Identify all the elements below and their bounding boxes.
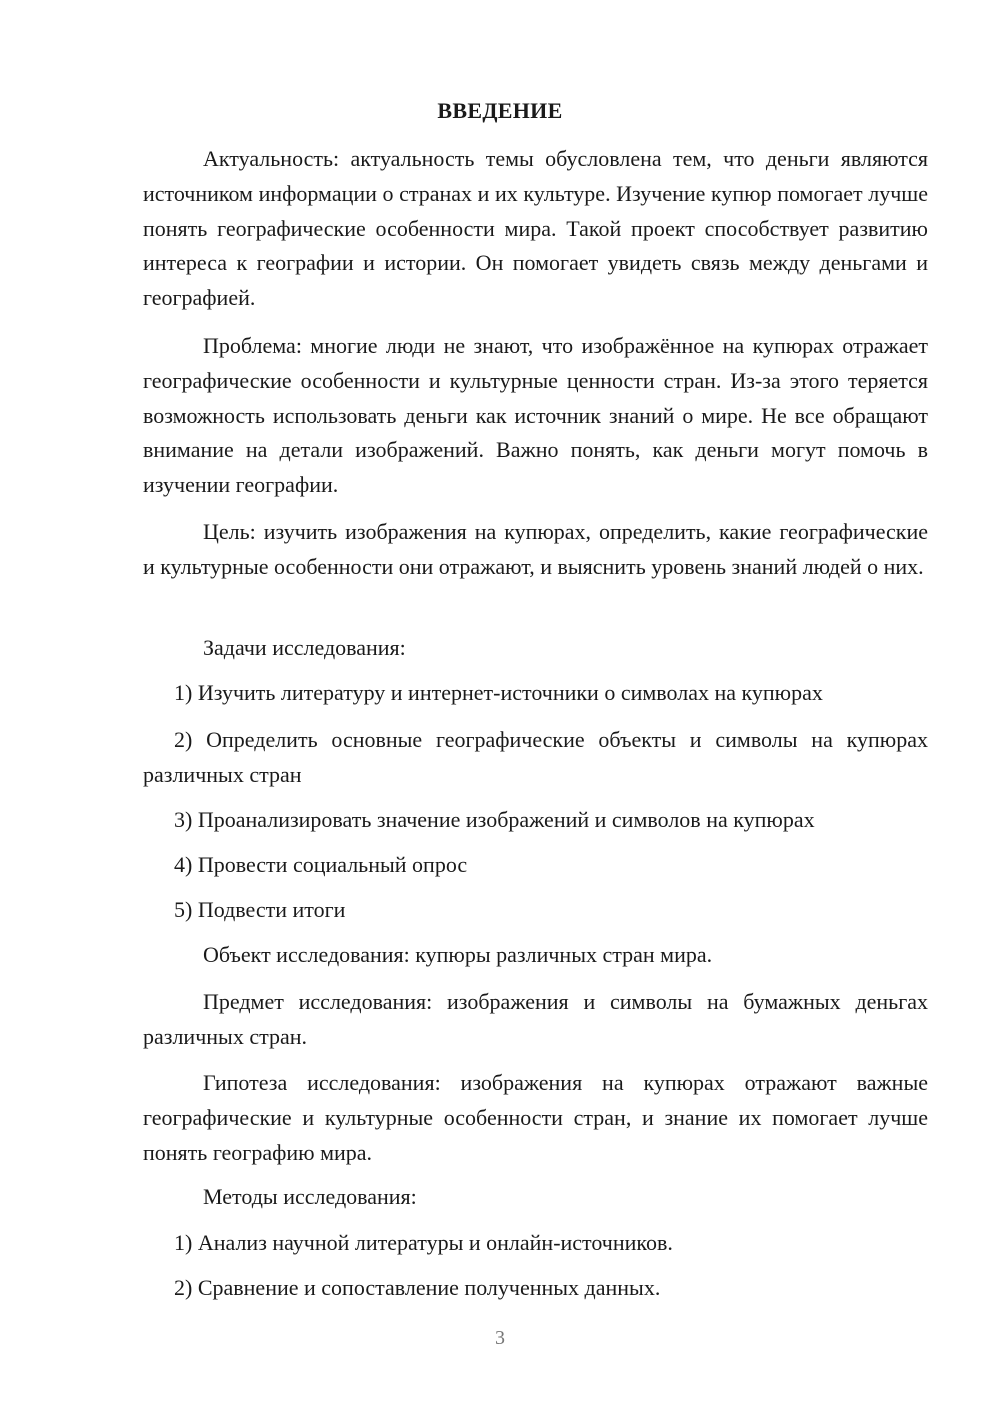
method-item-1: 1) Анализ научной литературы и онлайн-источников. [174,1230,673,1255]
object-paragraph: Объект исследования: купюры различных стран мира. [203,942,713,967]
task-item-4: 4) Провести социальный опрос [174,852,468,877]
task-item-5: 5) Подвести итоги [174,897,346,922]
tasks-heading: Задачи исследования: [203,635,406,660]
hypothesis-paragraph: Гипотеза исследования: изображения на купюрах отражают важные географические и культурные особенности стран, и знание их помогает лучше понять географию мира. [143,1070,928,1165]
task-item-1: 1) Изучить литературу и интернет-источники о символах на купюрах [174,680,823,705]
problem-paragraph: Проблема: многие люди не знают, что изображённое на купюрах отражает географические особенности и культурные ценности стран. Из-за этого теряется возможность использовать деньги как источник знаний о мире. Не все обращают внимание на детали изображений. Важно понять, как деньги могут помочь в изучении географии. [143,333,928,498]
methods-heading: Методы исследования: [203,1184,417,1209]
task-item-2: 2) Определить основные географические объекты и символы на купюрах различных стран [143,727,928,787]
subject-paragraph: Предмет исследования: изображения и символы на бумажных деньгах различных стран. [143,989,928,1049]
task-item-3: 3) Проанализировать значение изображений и символов на купюрах [174,807,815,832]
method-item-2: 2) Сравнение и сопоставление полученных данных. [174,1275,661,1300]
relevance-paragraph: Актуальность: актуальность темы обусловлена тем, что деньги являются источником информации о странах и их культуре. Изучение купюр помогает лучше понять географические особенности мира. Такой проект способствует развитию интереса к географии и истории. Он помогает увидеть связь между деньгами и географией. [143,146,928,311]
goal-paragraph: Цель: изучить изображения на купюрах, определить, какие географические и культурные особенности они отражают, и выяснить уровень знаний людей о них. [143,519,928,579]
page-number: 3 [495,1327,505,1349]
page-title: ВВЕДЕНИЕ [437,98,563,123]
